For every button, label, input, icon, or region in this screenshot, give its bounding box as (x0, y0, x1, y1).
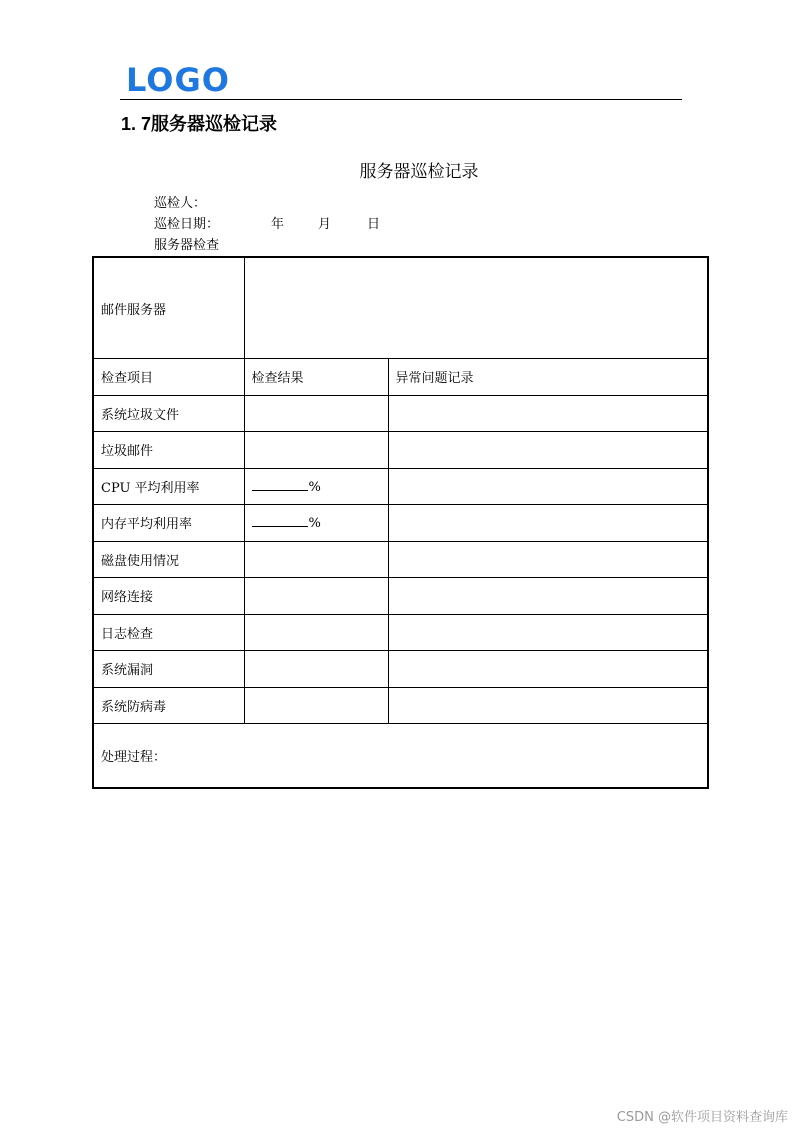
row-issue (388, 395, 708, 432)
row-result (244, 395, 388, 432)
row-issue (388, 687, 708, 724)
row-result (244, 651, 388, 688)
fill-in-blank (252, 514, 308, 527)
row-item: 系统漏洞 (93, 651, 244, 688)
row-issue (388, 505, 708, 542)
row-item: 日志检查 (93, 614, 244, 651)
inspection-table (92, 256, 709, 789)
row-issue (388, 541, 708, 578)
server-check-label: 服务器检查 (154, 238, 220, 253)
row-item: 磁盘使用情况 (93, 541, 244, 578)
row-issue (388, 578, 708, 615)
row-result (244, 614, 388, 651)
logo: LOGO (126, 61, 230, 99)
header-check-item: 检查项目 (93, 359, 244, 396)
process-label: 处理过程： (93, 724, 708, 789)
fill-in-blank (252, 478, 308, 491)
row-issue (388, 614, 708, 651)
header-issue-record: 异常问题记录 (388, 359, 708, 396)
day-label: 日 (367, 217, 381, 232)
server-check-line (154, 237, 219, 255)
row-result (244, 541, 388, 578)
mail-server-row (93, 257, 708, 359)
row-result (244, 432, 388, 469)
percent-sign: % (308, 479, 321, 495)
mail-server-value-cell (244, 257, 708, 359)
row-issue (388, 432, 708, 469)
table-row (93, 651, 708, 688)
table-row (93, 541, 708, 578)
table-row (93, 505, 708, 542)
year-label: 年 (271, 217, 285, 232)
row-issue (388, 468, 708, 505)
row-result (244, 578, 388, 615)
inspection-date-line (154, 216, 380, 234)
month-label: 月 (318, 217, 332, 232)
section-heading: 1. 7服务器巡检记录 (121, 114, 278, 134)
percent-sign: % (308, 516, 321, 532)
inspector-label: 巡检人： (154, 196, 207, 211)
mail-server-label: 邮件服务器 (93, 257, 244, 359)
date-label: 巡检日期： (154, 217, 220, 232)
form-title: 服务器巡检记录 (359, 162, 479, 182)
row-item: 系统防病毒 (93, 687, 244, 724)
table-row (93, 614, 708, 651)
header-divider (120, 99, 682, 100)
row-result (244, 468, 388, 505)
table-row (93, 432, 708, 469)
table-row (93, 687, 708, 724)
row-item: 系统垃圾文件 (93, 395, 244, 432)
table-row (93, 468, 708, 505)
row-issue (388, 651, 708, 688)
watermark: CSDN @软件项目资料查询库 (616, 1110, 788, 1125)
table-row (93, 395, 708, 432)
row-item: CPU 平均利用率 (93, 468, 244, 505)
row-result (244, 687, 388, 724)
row-item: 网络连接 (93, 578, 244, 615)
header-check-result: 检查结果 (244, 359, 388, 396)
inspector-line (154, 195, 206, 213)
table-row (93, 578, 708, 615)
row-item: 内存平均利用率 (93, 505, 244, 542)
process-row (93, 724, 708, 789)
row-result (244, 505, 388, 542)
table-header-row (93, 359, 708, 396)
row-item: 垃圾邮件 (93, 432, 244, 469)
